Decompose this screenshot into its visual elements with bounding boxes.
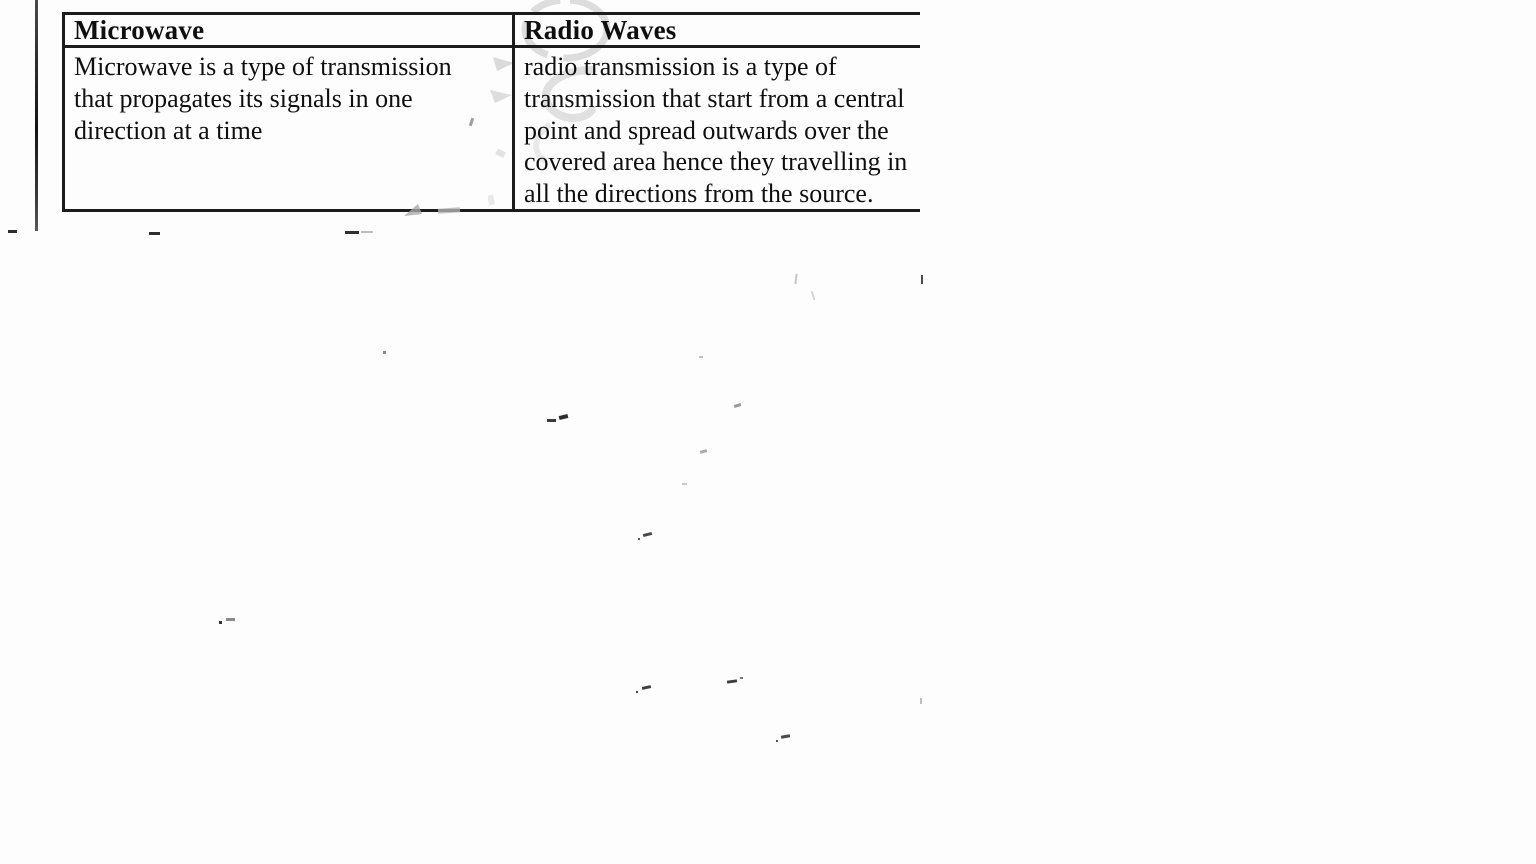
table-header-radio-waves: Radio Waves <box>515 15 920 48</box>
table-cell-line: all the directions from the source. <box>524 179 874 209</box>
scan-speck <box>383 351 386 354</box>
table-cell-line: Microwave is a type of transmission <box>74 52 452 81</box>
scan-speck <box>699 356 703 358</box>
scan-speck <box>781 734 790 739</box>
scan-speck <box>638 538 640 540</box>
table-cell-line: point and spread outwards over the <box>524 115 889 145</box>
scan-speck <box>345 231 359 234</box>
scan-speck <box>643 532 652 537</box>
table-header-microwave: Microwave <box>65 15 512 48</box>
radio-waves-column <box>512 15 920 209</box>
scan-speck <box>920 698 922 704</box>
scan-speck <box>149 232 160 235</box>
scan-speck <box>8 230 17 233</box>
table-cell-line: radio transmission is a type of <box>524 52 837 81</box>
margin-rule-line <box>35 0 38 231</box>
scan-speck <box>682 483 687 485</box>
table-cell-line: transmission that start from a central <box>524 83 905 113</box>
table-cell-line: covered area hence they travelling in <box>524 147 908 177</box>
scan-speck <box>734 403 742 408</box>
scan-speck <box>226 618 235 621</box>
microwave-column <box>65 15 512 209</box>
scan-speck <box>219 621 222 624</box>
scan-speck <box>700 449 708 454</box>
scan-speck <box>740 677 743 679</box>
scan-speck <box>361 231 373 233</box>
scan-speck <box>727 679 737 683</box>
comparison-table <box>62 12 920 212</box>
scan-speck <box>636 691 638 693</box>
scan-speck <box>642 685 651 690</box>
table-cell-radio-waves <box>515 48 920 210</box>
scan-speck <box>811 291 816 300</box>
table-cell-line: that propagates its signals in one <box>74 83 413 113</box>
table-cell-microwave <box>65 48 512 146</box>
table-cell-line: direction at a time <box>74 115 263 145</box>
scan-speck <box>547 419 556 422</box>
scan-speck <box>794 274 797 284</box>
scan-speck <box>776 740 778 742</box>
scan-speck <box>559 414 569 420</box>
scan-speck <box>921 275 923 284</box>
